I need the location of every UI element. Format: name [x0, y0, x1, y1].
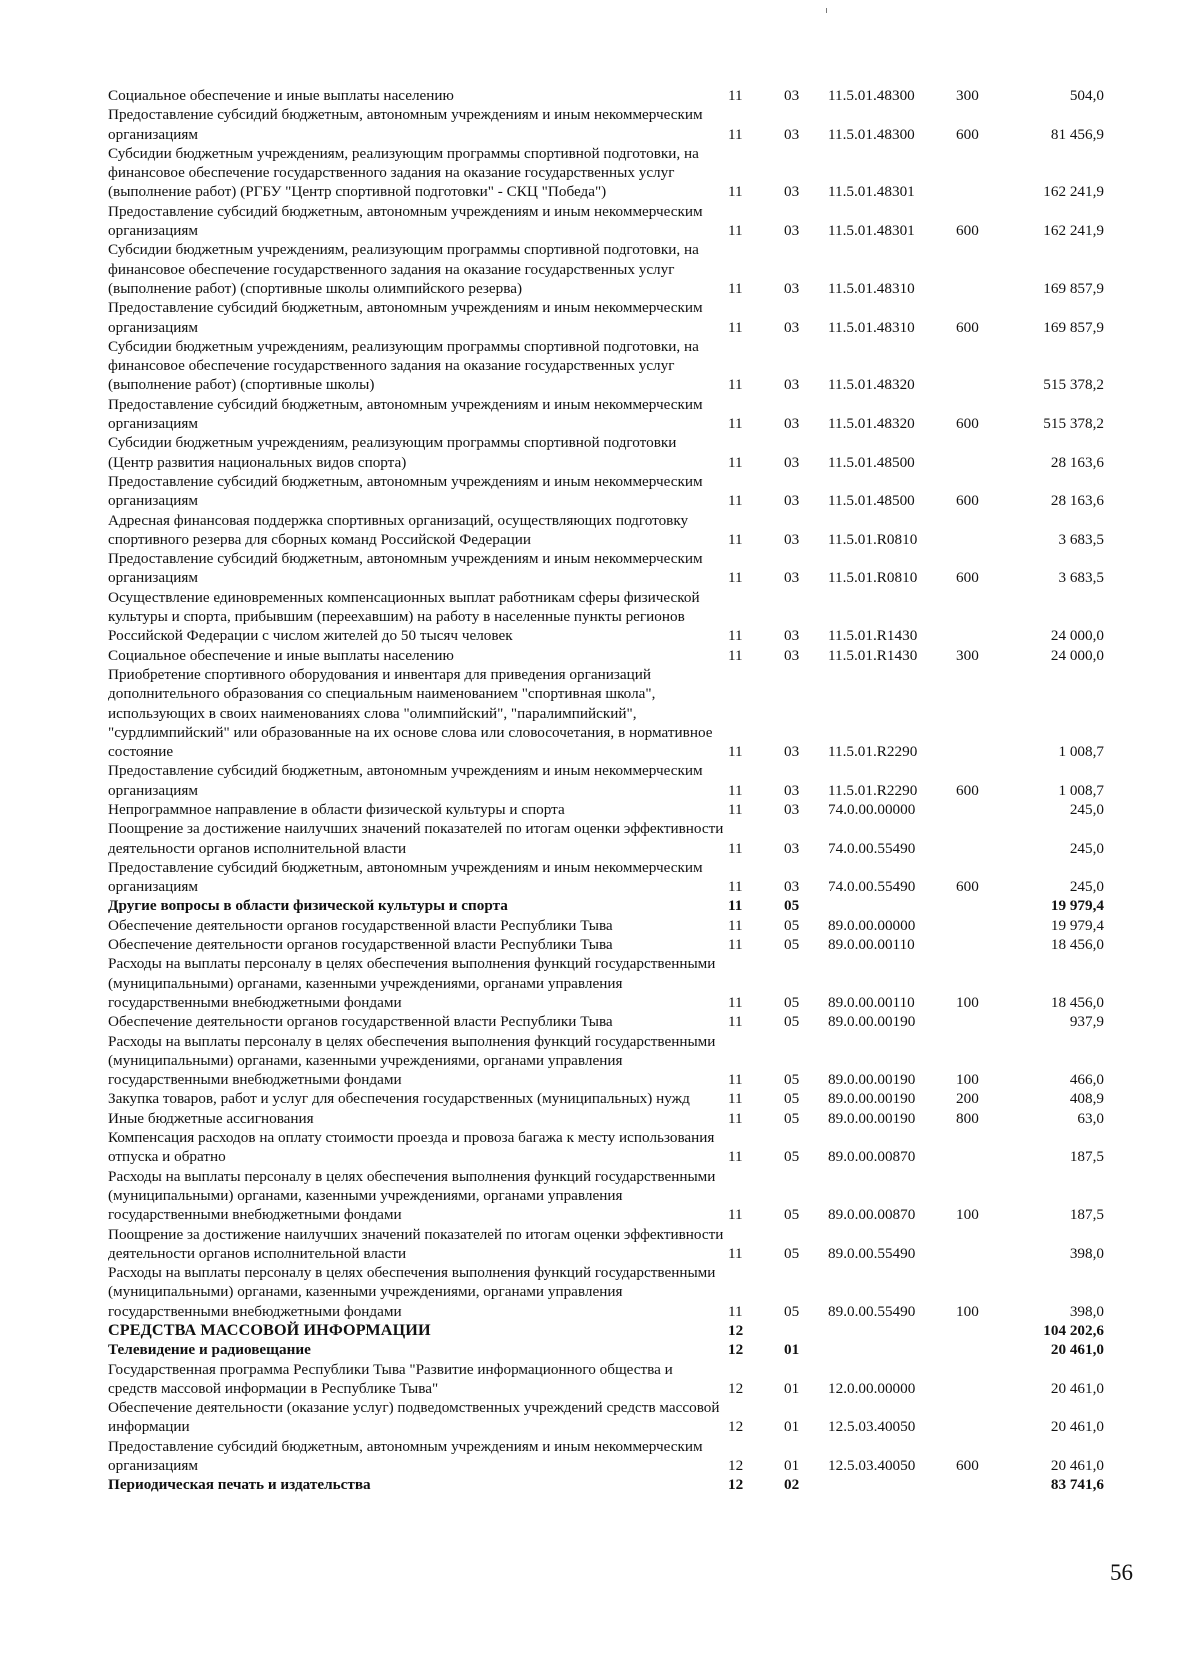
row-section: 11: [728, 1013, 743, 1031]
row-description: Телевидение и радиовещание: [108, 1341, 311, 1359]
row-target-article: 11.5.01.48320: [828, 376, 915, 394]
row-target-article: 89.0.00.55490: [828, 1244, 916, 1262]
row-section: 11: [728, 936, 743, 954]
row-section: 11: [728, 87, 743, 104]
row-subsection: 03: [784, 222, 800, 240]
table-row: [108, 549, 1108, 588]
row-amount: 19 979,4: [1050, 916, 1104, 934]
row-description: Предоставление субсидий бюджетным, автономным учреждениям и иным некоммерческим организациям: [108, 858, 703, 896]
row-target-article: 11.5.01.48500: [828, 453, 915, 471]
row-subsection: 03: [784, 743, 800, 761]
row-description: Субсидии бюджетным учреждениям, реализующим программы спортивной подготовки (Центр развития национальных видов спорта): [108, 434, 677, 471]
row-amount: 63,0: [1077, 1109, 1104, 1127]
table-row: [108, 433, 1108, 472]
row-target-article: 89.0.00.00110: [828, 993, 915, 1011]
row-target-article: 89.0.00.00190: [828, 1013, 916, 1031]
row-description: Расходы на выплаты персоналу в целях обеспечения выполнения функций государственными (муниципальными) органами, казенными учреждениями, органами управления государственными внебюджетными фондами: [108, 1032, 716, 1089]
table-row: [108, 298, 1108, 337]
row-subsection: 03: [784, 530, 800, 548]
row-section: 11: [728, 1090, 743, 1108]
row-expense-type: 100: [956, 993, 979, 1011]
row-target-article: 89.0.00.00190: [828, 1071, 916, 1089]
row-subsection: 05: [784, 1090, 800, 1108]
row-subsection: 01: [784, 1379, 800, 1397]
row-description: Субсидии бюджетным учреждениям, реализующим программы спортивной подготовки, на финансовое обеспечение государственного задания на оказание государственных услуг (выполнение работ) (спортивные школы): [108, 337, 699, 394]
row-section: 11: [728, 318, 743, 336]
row-amount: 81 456,9: [1050, 125, 1104, 143]
table-row: [108, 1263, 1108, 1321]
row-section: 12: [728, 1379, 744, 1397]
row-expense-type: 600: [956, 569, 979, 587]
row-section: 11: [728, 1071, 743, 1089]
row-target-article: 89.0.00.00870: [828, 1206, 916, 1224]
row-section: 11: [728, 743, 743, 761]
row-target-article: 11.5.01.R2290: [828, 743, 918, 761]
row-expense-type: 100: [956, 1071, 979, 1089]
table-row: [108, 1398, 1108, 1437]
table-row: [108, 954, 1108, 1012]
row-amount: 18 456,0: [1050, 936, 1104, 954]
row-description: Поощрение за достижение наилучших значений показателей по итогам оценки эффективности деятельности органов исполнительной власти: [108, 820, 724, 857]
row-description: Компенсация расходов на оплату стоимости проезда и провоза багажа к месту использования отпуска и обратно: [108, 1129, 715, 1166]
row-subsection: 03: [784, 646, 800, 664]
row-amount: 408,9: [1069, 1090, 1104, 1108]
scan-mark: [826, 8, 827, 13]
row-subsection: 03: [784, 183, 800, 201]
row-expense-type: 600: [956, 492, 979, 510]
row-subsection: 05: [784, 1109, 800, 1127]
row-amount: 398,0: [1069, 1302, 1104, 1320]
row-subsection: 03: [784, 627, 800, 645]
row-amount: 187,5: [1069, 1206, 1104, 1224]
row-target-article: 12.0.00.00000: [828, 1379, 916, 1397]
row-expense-type: 600: [956, 878, 979, 896]
row-description: Расходы на выплаты персоналу в целях обеспечения выполнения функций государственными (муниципальными) органами, казенными учреждениями, органами управления государственными внебюджетными фондами: [108, 955, 716, 1011]
row-description: Предоставление субсидий бюджетным, автономным учреждениям и иным некоммерческим организациям: [108, 762, 703, 799]
row-section: 11: [728, 415, 743, 433]
row-amount: 1 008,7: [1058, 743, 1104, 761]
row-expense-type: 300: [956, 646, 979, 664]
row-target-article: 12.5.03.40050: [828, 1457, 916, 1475]
row-section: 11: [728, 878, 743, 896]
row-section: 11: [728, 839, 743, 857]
row-expense-type: 600: [956, 415, 979, 433]
row-expense-type: 600: [956, 781, 979, 799]
row-subsection: 03: [784, 87, 800, 104]
table-row: [108, 896, 1108, 915]
table-row: [108, 1128, 1108, 1167]
row-target-article: 11.5.01.R1430: [828, 627, 918, 645]
row-amount: 937,9: [1069, 1013, 1104, 1031]
table-row: [108, 819, 1108, 858]
row-description: Закупка товаров, работ и услуг для обеспечения государственных (муниципальных) нужд: [108, 1090, 690, 1108]
row-section: 11: [728, 222, 743, 240]
row-section: 11: [728, 569, 743, 587]
row-section: 11: [728, 1206, 743, 1224]
row-section: 11: [728, 1148, 743, 1166]
table-row: [108, 935, 1108, 954]
row-section: 11: [728, 376, 743, 394]
row-section: 11: [728, 1244, 743, 1262]
row-section: 11: [728, 1302, 743, 1320]
row-amount: 24 000,0: [1050, 646, 1104, 664]
row-target-article: 11.5.01.48300: [828, 125, 915, 143]
table-row: [108, 1032, 1108, 1090]
table-row: [108, 337, 1108, 395]
row-subsection: 03: [784, 318, 800, 336]
row-target-article: 74.0.00.55490: [828, 839, 916, 857]
row-amount: 245,0: [1069, 839, 1104, 857]
row-description: Социальное обеспечение и иные выплаты населению: [108, 646, 454, 664]
row-subsection: 03: [784, 415, 800, 433]
row-expense-type: 600: [956, 125, 979, 143]
row-description: Расходы на выплаты персоналу в целях обеспечения выполнения функций государственными (муниципальными) органами, казенными учреждениями, органами управления государственными внебюджетными фондами: [108, 1264, 716, 1320]
row-subsection: 05: [784, 1244, 800, 1262]
row-amount: 20 461,0: [1050, 1457, 1104, 1475]
row-section: 11: [728, 492, 743, 510]
row-section: 12: [728, 1476, 744, 1494]
row-section: 11: [728, 453, 743, 471]
table-row: [108, 86, 1108, 105]
row-section: 11: [728, 916, 743, 934]
row-subsection: 05: [784, 897, 800, 915]
row-subsection: 05: [784, 993, 800, 1011]
row-expense-type: 200: [956, 1090, 979, 1108]
table-row: [108, 395, 1108, 434]
table-row: [108, 1167, 1108, 1225]
table-row: [108, 800, 1108, 819]
table-row: [108, 511, 1108, 550]
row-subsection: 05: [784, 1148, 800, 1166]
row-expense-type: 800: [956, 1109, 979, 1127]
row-description: Непрограммное направление в области физической культуры и спорта: [108, 800, 565, 818]
row-amount: 18 456,0: [1050, 993, 1104, 1011]
row-target-article: 89.0.00.00190: [828, 1109, 916, 1127]
table-row: [108, 858, 1108, 897]
row-target-article: 11.5.01.R2290: [828, 781, 918, 799]
row-amount: 162 241,9: [1043, 183, 1104, 201]
table-row: [108, 1089, 1108, 1108]
row-description: Иные бюджетные ассигнования: [108, 1109, 314, 1127]
table-row: [108, 472, 1108, 511]
row-subsection: 03: [784, 279, 800, 297]
row-section: 11: [728, 125, 743, 143]
row-amount: 28 163,6: [1050, 492, 1104, 510]
table-row: [108, 105, 1108, 144]
row-description: Обеспечение деятельности органов государственной власти Республики Тыва: [108, 936, 613, 954]
row-section: 11: [728, 627, 743, 645]
row-section: 12: [728, 1341, 744, 1359]
row-subsection: 01: [784, 1457, 800, 1475]
row-description: Субсидии бюджетным учреждениям, реализующим программы спортивной подготовки, на финансовое обеспечение государственного задания на оказание государственных услуг (выполнение работ) (спортивные школы олимпийского резерва): [108, 241, 699, 297]
row-section: 12: [728, 1322, 744, 1339]
row-target-article: 12.5.03.40050: [828, 1418, 916, 1436]
row-amount: 515 378,2: [1043, 376, 1104, 394]
row-amount: 504,0: [1069, 87, 1104, 104]
table-row: [108, 1340, 1108, 1359]
row-section: 11: [728, 1109, 743, 1127]
table-row: [108, 1012, 1108, 1031]
row-target-article: 11.5.01.48500: [828, 492, 915, 510]
row-subsection: 05: [784, 1302, 800, 1320]
row-target-article: 89.0.00.00000: [828, 916, 916, 934]
row-subsection: 05: [784, 1071, 800, 1089]
row-subsection: 02: [784, 1476, 800, 1494]
table-row: [108, 1225, 1108, 1264]
row-amount: 515 378,2: [1043, 415, 1104, 433]
row-amount: 169 857,9: [1043, 318, 1104, 336]
row-description: Адресная финансовая поддержка спортивных организаций, осуществляющих подготовку спортивного резерва для сборных команд Российской Федерации: [108, 511, 689, 548]
row-description: Предоставление субсидий бюджетным, автономным учреждениям и иным некоммерческим организациям: [108, 1437, 703, 1475]
table-row: [108, 202, 1108, 241]
row-target-article: 89.0.00.00870: [828, 1148, 916, 1166]
row-description: Предоставление субсидий бюджетным, автономным учреждениям и иным некоммерческим организациям: [108, 299, 703, 336]
row-description: Субсидии бюджетным учреждениям, реализующим программы спортивной подготовки, на финансовое обеспечение государственного задания на оказание государственных услуг (выполнение работ) (РГБУ "Центр спортивной подготовки" - СКЦ "Победа"): [108, 144, 699, 201]
table-row: [108, 1437, 1108, 1476]
row-amount: 3 683,5: [1058, 569, 1104, 587]
row-subsection: 03: [784, 569, 800, 587]
row-section: 11: [728, 781, 743, 799]
row-description: Приобретение спортивного оборудования и инвентаря для приведения организаций дополнительного образования со специальным наименованием "спортивная школа", использующих в своих наименованиях слова "олимпийский", "паралимпийский", "сурдлимпийский" или образованные на их основе слова или словосочетания, в нормативное состояние: [108, 665, 713, 761]
row-subsection: 03: [784, 878, 800, 896]
table-row: [108, 588, 1108, 646]
row-subsection: 05: [784, 936, 800, 954]
row-description: Осуществление единовременных компенсационных выплат работникам сферы физической культуры и спорта, прибывшим (переехавшим) на работу в населенные пункты регионов Российской Федерации с числом жителей до 50 тысяч человек: [108, 588, 700, 645]
row-section: 11: [728, 279, 743, 297]
row-section: 11: [728, 646, 743, 664]
table-row: [108, 1475, 1108, 1494]
row-amount: 28 163,6: [1050, 453, 1104, 471]
row-amount: 245,0: [1069, 878, 1104, 896]
row-target-article: 11.5.01.48301: [828, 183, 915, 201]
table-row: [108, 1109, 1108, 1128]
row-description: Другие вопросы в области физической культуры и спорта: [108, 897, 508, 915]
row-subsection: 03: [784, 125, 800, 143]
row-amount: 187,5: [1069, 1148, 1104, 1166]
row-target-article: 11.5.01.48300: [828, 87, 915, 104]
row-target-article: 89.0.00.55490: [828, 1302, 916, 1320]
row-subsection: 05: [784, 1013, 800, 1031]
row-section: 12: [728, 1418, 744, 1436]
row-amount: 3 683,5: [1058, 530, 1104, 548]
row-amount: 466,0: [1069, 1071, 1104, 1089]
row-amount: 24 000,0: [1050, 627, 1104, 645]
row-description: Предоставление субсидий бюджетным, автономным учреждениям и иным некоммерческим организациям: [108, 202, 703, 240]
row-target-article: 89.0.00.00110: [828, 936, 915, 954]
row-target-article: 11.5.01.R0810: [828, 569, 918, 587]
budget-table: [108, 86, 1108, 1495]
row-description: Предоставление субсидий бюджетным, автономным учреждениям и иным некоммерческим организациям: [108, 395, 703, 433]
row-target-article: 11.5.01.48310: [828, 279, 915, 297]
row-section: 11: [728, 993, 743, 1011]
row-description: Обеспечение деятельности (оказание услуг) подведомственных учреждений средств массовой информации: [108, 1399, 720, 1436]
row-description: Предоставление субсидий бюджетным, автономным учреждениям и иным некоммерческим организациям: [108, 472, 703, 510]
table-row: [108, 916, 1108, 935]
row-target-article: 11.5.01.48310: [828, 318, 915, 336]
row-expense-type: 600: [956, 1457, 979, 1475]
row-subsection: 03: [784, 492, 800, 510]
table-row: [108, 240, 1108, 298]
row-target-article: 11.5.01.48320: [828, 415, 915, 433]
row-amount: 1 008,7: [1058, 781, 1104, 799]
row-description: СРЕДСТВА МАССОВОЙ ИНФОРМАЦИИ: [108, 1321, 431, 1339]
row-subsection: 05: [784, 1206, 800, 1224]
row-expense-type: 600: [956, 222, 979, 240]
table-row: [108, 665, 1108, 761]
row-target-article: 11.5.01.48301: [828, 222, 915, 240]
row-amount: 19 979,4: [1050, 897, 1104, 915]
row-amount: 162 241,9: [1043, 222, 1104, 240]
row-target-article: 74.0.00.00000: [828, 800, 916, 818]
row-subsection: 01: [784, 1418, 800, 1436]
row-description: Обеспечение деятельности органов государственной власти Республики Тыва: [108, 916, 613, 934]
row-subsection: 03: [784, 800, 800, 818]
row-amount: 398,0: [1069, 1244, 1104, 1262]
row-subsection: 03: [784, 453, 800, 471]
table-row: [108, 761, 1108, 800]
row-subsection: 03: [784, 839, 800, 857]
row-section: 11: [728, 800, 743, 818]
table-row: [108, 144, 1108, 202]
row-amount: 20 461,0: [1050, 1379, 1104, 1397]
row-description: Предоставление субсидий бюджетным, автономным учреждениям и иным некоммерческим организациям: [108, 106, 703, 143]
row-section: 12: [728, 1457, 744, 1475]
row-amount: 83 741,6: [1050, 1476, 1104, 1494]
row-target-article: 89.0.00.00190: [828, 1090, 916, 1108]
row-subsection: 01: [784, 1341, 800, 1359]
row-target-article: 11.5.01.R1430: [828, 646, 918, 664]
row-description: Социальное обеспечение и иные выплаты населению: [108, 87, 454, 104]
row-expense-type: 300: [956, 87, 979, 104]
row-description: Поощрение за достижение наилучших значений показателей по итогам оценки эффективности деятельности органов исполнительной власти: [108, 1225, 724, 1262]
row-section: 11: [728, 183, 743, 201]
row-amount: 169 857,9: [1043, 279, 1104, 297]
table-row: [108, 1360, 1108, 1399]
row-description: Периодическая печать и издательства: [108, 1476, 371, 1494]
row-target-article: 74.0.00.55490: [828, 878, 916, 896]
row-expense-type: 100: [956, 1302, 979, 1320]
row-subsection: 03: [784, 376, 800, 394]
row-expense-type: 600: [956, 318, 979, 336]
row-amount: 104 202,6: [1043, 1322, 1104, 1339]
page-number: 56: [1110, 1560, 1133, 1585]
row-description: Государственная программа Республики Тыва "Развитие информационного общества и средств массовой информации в Республике Тыва": [108, 1360, 673, 1397]
row-amount: 245,0: [1069, 800, 1104, 818]
row-amount: 20 461,0: [1050, 1418, 1104, 1436]
row-subsection: 03: [784, 781, 800, 799]
row-amount: 20 461,0: [1050, 1341, 1104, 1359]
table-row: [108, 1321, 1108, 1340]
row-description: Расходы на выплаты персоналу в целях обеспечения выполнения функций государственными (муниципальными) органами, казенными учреждениями, органами управления государственными внебюджетными фондами: [108, 1167, 716, 1224]
table-row: [108, 646, 1108, 665]
row-description: Обеспечение деятельности органов государственной власти Республики Тыва: [108, 1013, 613, 1031]
row-description: Предоставление субсидий бюджетным, автономным учреждениям и иным некоммерческим организациям: [108, 550, 703, 587]
row-target-article: 11.5.01.R0810: [828, 530, 918, 548]
row-section: 11: [728, 530, 743, 548]
row-section: 11: [728, 897, 743, 915]
row-expense-type: 100: [956, 1206, 979, 1224]
row-subsection: 05: [784, 916, 800, 934]
